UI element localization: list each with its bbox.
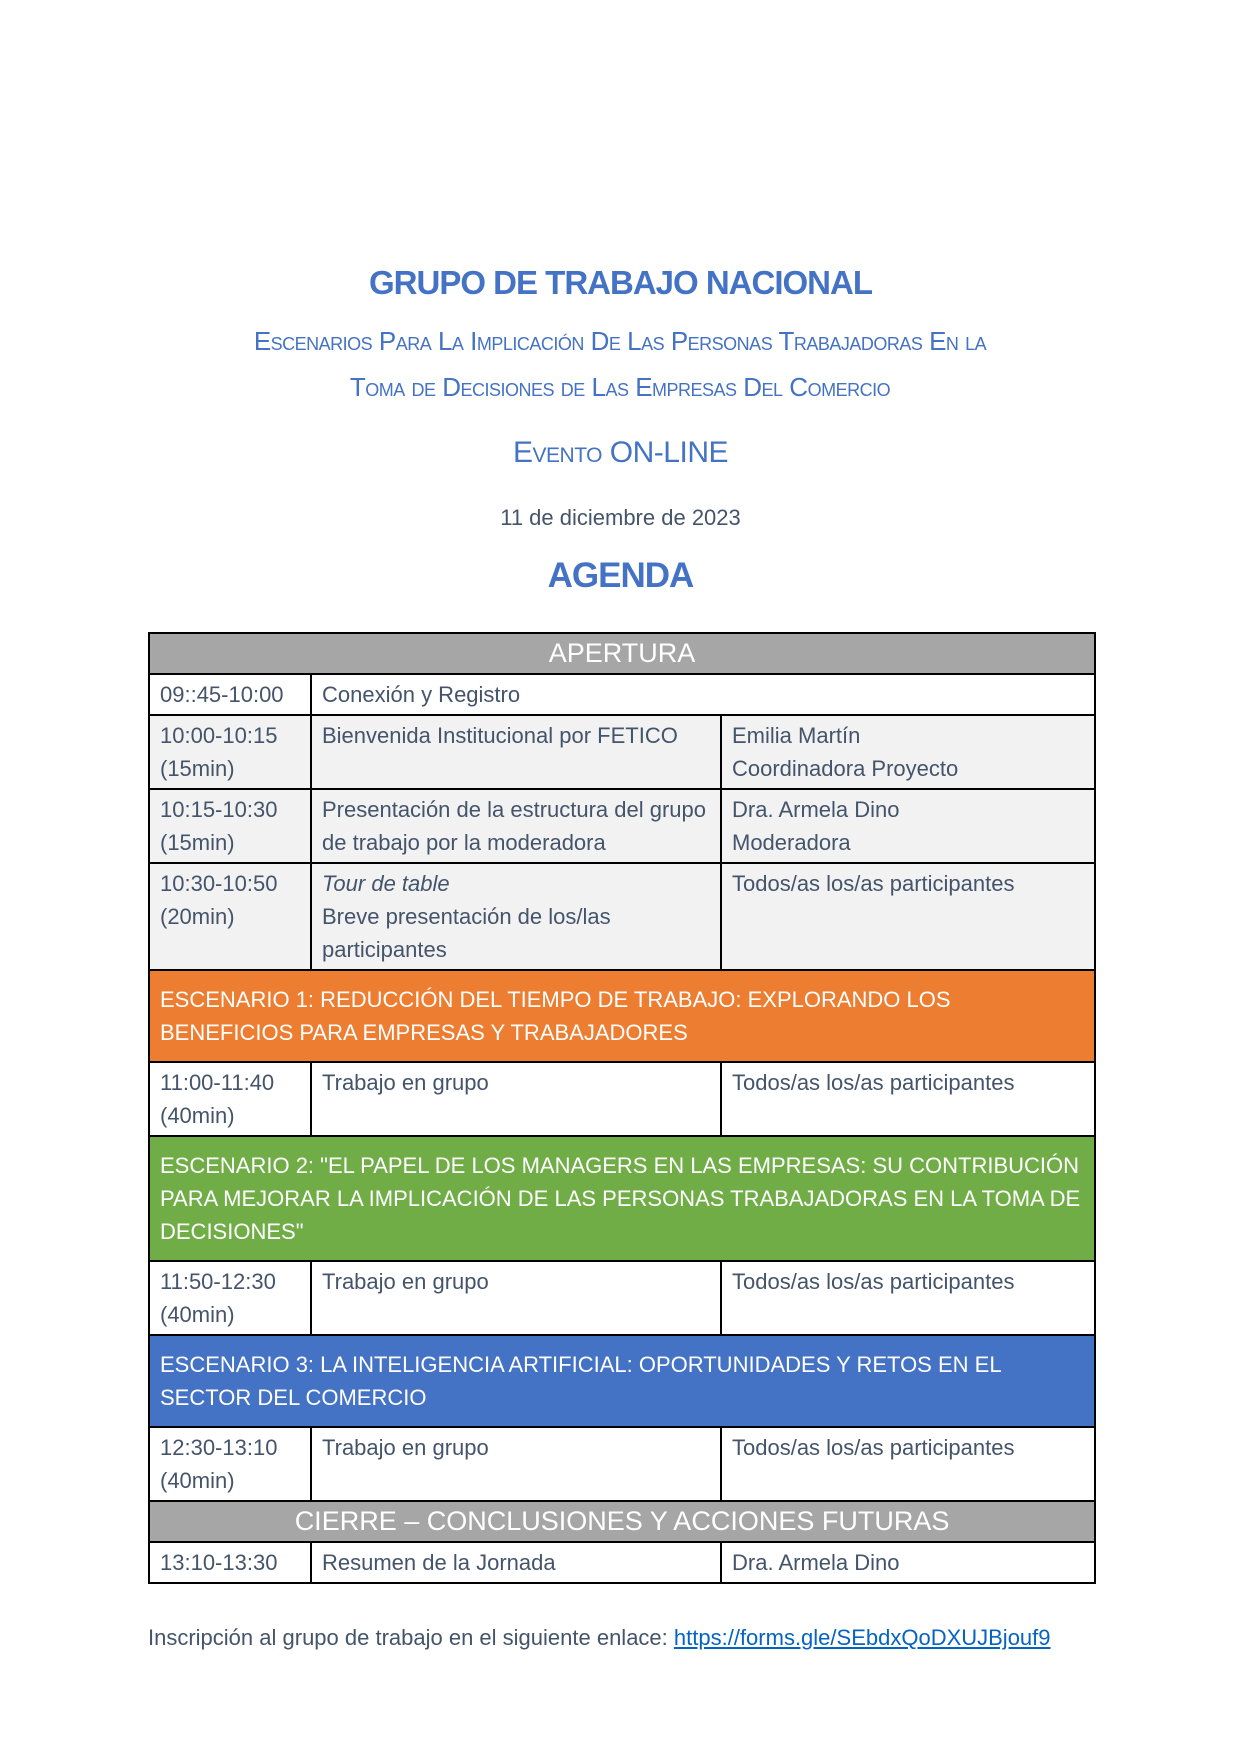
- speaker-role: Moderadora: [732, 830, 851, 855]
- section-header-cierre: CIERRE – CONCLUSIONES Y ACCIONES FUTURAS: [149, 1501, 1095, 1542]
- speaker-name: Emilia Martín: [732, 723, 861, 748]
- time-cell: [149, 789, 311, 863]
- registration-footer: [148, 1625, 1108, 1651]
- duration: (15min): [160, 830, 235, 855]
- speaker-cell: [721, 789, 1095, 863]
- time-cell: [149, 1062, 311, 1136]
- activity-cell: Presentación de la estructura del grupo de trabajo por la moderadora: [311, 789, 721, 863]
- time-cell: [149, 1261, 311, 1335]
- duration: (40min): [160, 1302, 235, 1327]
- activity-cell: Trabajo en grupo: [311, 1261, 721, 1335]
- duration: (40min): [160, 1103, 235, 1128]
- table-row: [149, 863, 1095, 970]
- speaker-cell: Todos/as los/as participantes: [721, 1261, 1095, 1335]
- registration-text: Inscripción al grupo de trabajo en el siguiente enlace:: [148, 1625, 674, 1650]
- duration: (40min): [160, 1468, 235, 1493]
- speaker-cell: [721, 715, 1095, 789]
- section-row-escenario-2: [149, 1136, 1095, 1261]
- speaker-cell: Dra. Armela Dino: [721, 1542, 1095, 1583]
- speaker-name: Dra. Armela Dino: [732, 797, 900, 822]
- time-cell: [149, 715, 311, 789]
- speaker-cell: Todos/as los/as participantes: [721, 863, 1095, 970]
- section-row-escenario-3: [149, 1335, 1095, 1427]
- activity-cell: Bienvenida Institucional por FETICO: [311, 715, 721, 789]
- speaker-cell: Todos/as los/as participantes: [721, 1062, 1095, 1136]
- activity-description: Breve presentación de los/las participantes: [322, 904, 611, 962]
- activity-title: Tour de table: [322, 871, 450, 896]
- activity-cell: Trabajo en grupo: [311, 1427, 721, 1501]
- activity-cell: Conexión y Registro: [311, 674, 1095, 715]
- section-header-escenario-2: ESCENARIO 2: "EL PAPEL DE LOS MANAGERS EN LAS EMPRESAS: SU CONTRIBUCIÓN PARA MEJORAR LA IMPLICACIÓN DE LAS PERSONAS TRABAJADORAS EN LA TOMA DE DECISIONES": [149, 1136, 1095, 1261]
- table-row: [149, 1261, 1095, 1335]
- section-row-escenario-1: [149, 970, 1095, 1062]
- section-header-escenario-1: ESCENARIO 1: REDUCCIÓN DEL TIEMPO DE TRABAJO: EXPLORANDO LOS BENEFICIOS PARA EMPRESAS Y TRABAJADORES: [149, 970, 1095, 1062]
- duration: (15min): [160, 756, 235, 781]
- event-type: Evento ON-LINE: [513, 436, 728, 469]
- time-cell: [149, 1427, 311, 1501]
- subtitle-line-2: Toma de Decisiones de Las Empresas Del Comercio: [349, 372, 891, 402]
- section-header-apertura: APERTURA: [149, 633, 1095, 674]
- time-cell: [149, 863, 311, 970]
- activity-cell: Trabajo en grupo: [311, 1062, 721, 1136]
- section-header-escenario-3: ESCENARIO 3: LA INTELIGENCIA ARTIFICIAL: OPORTUNIDADES Y RETOS EN EL SECTOR DEL COMERCIO: [149, 1335, 1095, 1427]
- time-range: 10:00-10:15: [160, 723, 278, 748]
- duration: (20min): [160, 904, 235, 929]
- table-row: [149, 674, 1095, 715]
- speaker-cell: Todos/as los/as participantes: [721, 1427, 1095, 1501]
- time-cell: 13:10-13:30: [149, 1542, 311, 1583]
- section-row-apertura: [149, 633, 1095, 674]
- time-range: 11:00-11:40: [160, 1070, 275, 1095]
- section-row-cierre: [149, 1501, 1095, 1542]
- time-cell: 09::45-10:00: [149, 674, 311, 715]
- page-subtitle: [150, 318, 1090, 410]
- speaker-role: Coordinadora Proyecto: [732, 756, 959, 781]
- subtitle-line-1: Escenarios Para La Implicación De Las Personas Trabajadoras En la: [253, 326, 987, 356]
- time-range: 10:30-10:50: [160, 871, 278, 896]
- table-row: [149, 1542, 1095, 1583]
- time-range: 10:15-10:30: [160, 797, 278, 822]
- agenda-heading: AGENDA: [547, 556, 694, 595]
- table-row: [149, 1062, 1095, 1136]
- table-row: [149, 1427, 1095, 1501]
- page-title: GRUPO DE TRABAJO NACIONAL: [368, 264, 873, 301]
- time-range: 11:50-12:30: [160, 1269, 276, 1294]
- time-range: 12:30-13:10: [160, 1435, 278, 1460]
- event-date: 11 de diciembre de 2023: [500, 505, 741, 530]
- agenda-table: [148, 632, 1096, 1584]
- activity-cell: Resumen de la Jornada: [311, 1542, 721, 1583]
- activity-cell: [311, 863, 721, 970]
- table-row: [149, 715, 1095, 789]
- table-row: [149, 789, 1095, 863]
- registration-link[interactable]: https://forms.gle/SEbdxQoDXUJBjouf9: [673, 1625, 1051, 1650]
